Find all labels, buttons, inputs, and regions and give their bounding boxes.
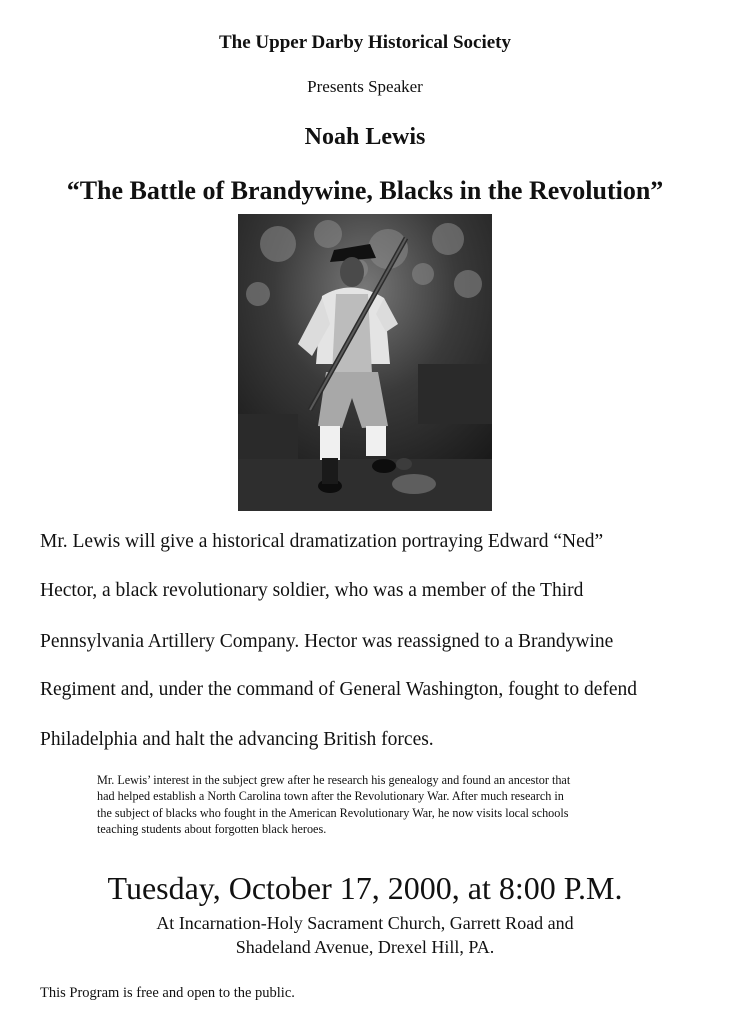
free-admission-note: This Program is free and open to the public.	[40, 985, 295, 1001]
organization-name: The Upper Darby Historical Society	[218, 32, 511, 53]
event-date-time: Tuesday, October 17, 2000, at 8:00 P.M.	[107, 870, 623, 906]
description-line: Hector, a black revolutionary soldier, who was a member of the Third	[40, 580, 584, 601]
speaker-photo	[238, 214, 492, 511]
description-line: Regiment and, under the command of General Washington, fought to defend	[40, 679, 637, 700]
presents-label: Presents Speaker	[307, 77, 423, 96]
venue-line-2: Shadeland Avenue, Drexel Hill, PA.	[235, 937, 495, 957]
talk-title: “The Battle of Brandywine, Blacks in the Revolution”	[66, 176, 664, 205]
venue-line-1: At Incarnation-Holy Sacrament Church, Garrett Road and	[156, 913, 574, 933]
description-line: Pennsylvania Artillery Company. Hector was reassigned to a Brandywine	[40, 631, 614, 652]
description-line: Philadelphia and halt the advancing British forces.	[40, 729, 434, 750]
background-paragraph	[97, 772, 707, 838]
description-line: Mr. Lewis will give a historical dramatization portraying Edward “Ned”	[40, 531, 604, 552]
background-line: the subject of blacks who fought in the American Revolutionary War, he now visits local schools	[97, 805, 569, 820]
background-line: had helped establish a North Carolina town after the Revolutionary War. After much research in	[97, 789, 564, 804]
background-line: teaching students about forgotten black heroes.	[97, 822, 327, 837]
background-line: Mr. Lewis’ interest in the subject grew after he research his genealogy and found an ancestor that	[97, 773, 571, 787]
speaker-name: Noah Lewis	[304, 124, 426, 150]
